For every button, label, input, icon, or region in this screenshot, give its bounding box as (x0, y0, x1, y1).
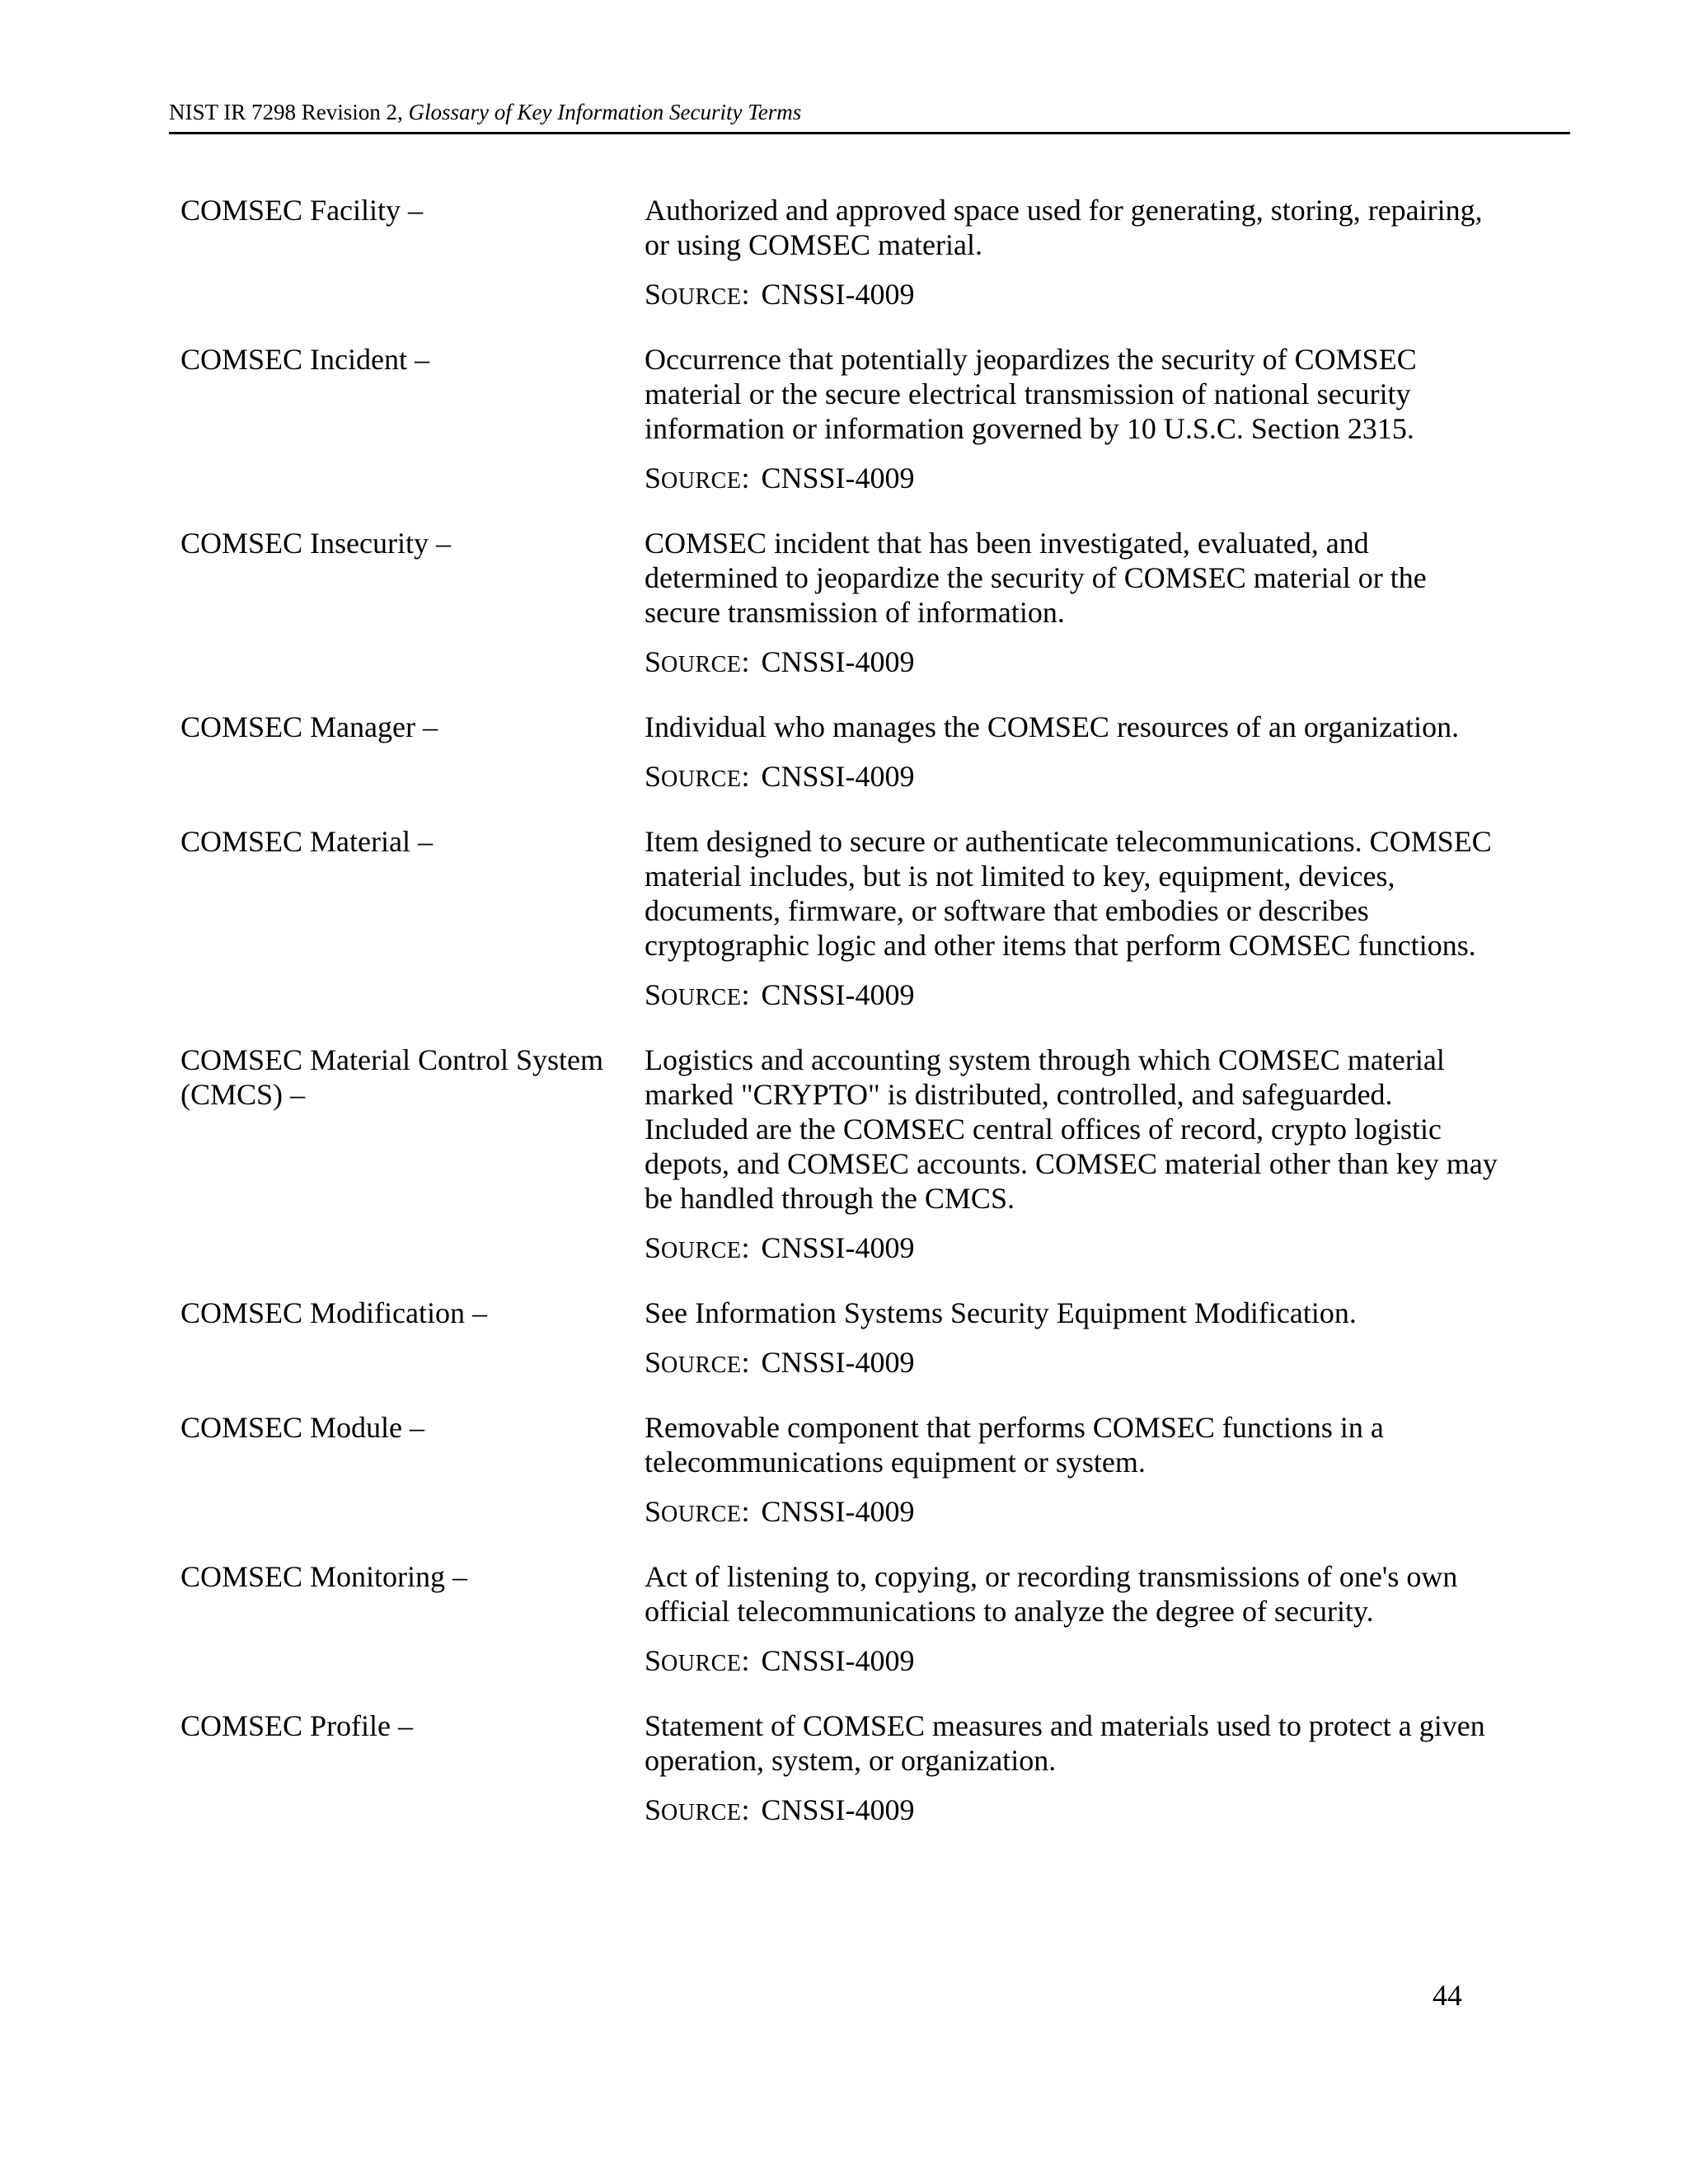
source-label-rest: OURCE (661, 1651, 742, 1676)
source-label-initial: S (645, 1495, 662, 1528)
source-line (645, 644, 1499, 682)
source-label-initial: S (645, 1644, 662, 1677)
source-line (645, 1494, 1499, 1532)
source-label-initial: S (645, 1346, 662, 1379)
glossary-entry (181, 1043, 1499, 1268)
glossary-definition: Individual who manages the COMSEC resources of an organization. (645, 710, 1460, 743)
source-label-initial: S (645, 462, 662, 494)
glossary-term: COMSEC Manager – (181, 710, 438, 743)
glossary-entry (181, 1559, 1499, 1681)
glossary-entry (181, 1410, 1499, 1532)
glossary-definition: See Information Systems Security Equipment Modification. (645, 1296, 1357, 1329)
source-label-initial: S (645, 1231, 662, 1264)
source-line (645, 977, 1499, 1015)
definition-column (645, 1410, 1499, 1532)
source-value: CNSSI-4009 (761, 278, 915, 311)
definition-column (645, 1559, 1499, 1681)
glossary-term: COMSEC Material Control System (CMCS) – (181, 1043, 603, 1111)
source-value: CNSSI-4009 (761, 1644, 915, 1677)
glossary-entry (181, 710, 1499, 797)
glossary-entry (181, 526, 1499, 682)
glossary-term: COMSEC Monitoring – (181, 1560, 468, 1593)
glossary-definition: Act of listening to, copying, or recording transmissions of one's own official telecommunications to analyze the degree of security. (645, 1560, 1458, 1628)
source-label-colon: : (741, 278, 750, 311)
source-value: CNSSI-4009 (761, 462, 915, 494)
glossary-entry (181, 342, 1499, 499)
source-label-rest: OURCE (661, 1352, 742, 1378)
source-label-colon: : (741, 462, 750, 494)
source-label-rest: OURCE (661, 468, 742, 494)
glossary-definition: Occurrence that potentially jeopardizes the security of COMSEC material or the secure electrical transmission of national security information or information governed by 10 U.S.C. Section 2315. (645, 343, 1417, 445)
glossary-entry (181, 193, 1499, 315)
glossary-term: COMSEC Module – (181, 1411, 425, 1444)
glossary-entry (181, 824, 1499, 1015)
source-value: CNSSI-4009 (761, 1231, 915, 1264)
source-label-rest: OURCE (661, 985, 742, 1010)
glossary-term: COMSEC Material – (181, 825, 433, 858)
definition-column (645, 193, 1499, 315)
source-value: CNSSI-4009 (761, 1495, 915, 1528)
source-line (645, 1643, 1499, 1681)
source-label-colon: : (741, 1346, 750, 1379)
source-value: CNSSI-4009 (761, 978, 915, 1011)
source-line (645, 1793, 1499, 1830)
glossary-term: COMSEC Facility – (181, 194, 424, 227)
header-document-id: NIST IR 7298 Revision 2, (169, 100, 409, 124)
source-label-rest: OURCE (661, 766, 742, 792)
source-label-rest: OURCE (661, 1800, 742, 1825)
definition-column (645, 824, 1499, 1015)
source-value: CNSSI-4009 (761, 760, 915, 793)
glossary-definition: Logistics and accounting system through which COMSEC material marked "CRYPTO" is distributed, controlled, and safeguarded. Included are the COMSEC central offices of record, crypto logistic depots, and COMSEC accounts. COMSEC material other than key may be handled through the CMCS. (645, 1043, 1498, 1215)
glossary-definition: Removable component that performs COMSEC functions in a telecommunications equipment or system. (645, 1411, 1384, 1479)
definition-column (645, 342, 1499, 499)
glossary-term: COMSEC Incident – (181, 343, 429, 376)
glossary-entries (181, 193, 1499, 1858)
running-header (169, 94, 1570, 134)
source-label-initial: S (645, 645, 662, 678)
source-label-rest: OURCE (661, 284, 742, 310)
glossary-term: COMSEC Insecurity – (181, 527, 451, 560)
source-value: CNSSI-4009 (761, 1793, 915, 1826)
source-label-rest: OURCE (661, 1502, 742, 1527)
glossary-entry (181, 1708, 1499, 1830)
header-document-title: Glossary of Key Information Security Terms (408, 100, 802, 124)
glossary-definition: Statement of COMSEC measures and materials used to protect a given operation, system, or organization. (645, 1709, 1485, 1777)
source-label-colon: : (741, 1231, 750, 1264)
source-line (645, 759, 1499, 797)
source-label-colon: : (741, 1793, 750, 1826)
source-label-rest: OURCE (661, 652, 742, 677)
definition-column (645, 1296, 1499, 1383)
glossary-definition: COMSEC incident that has been investigated, evaluated, and determined to jeopardize the security of COMSEC material or the secure transmission of information. (645, 527, 1427, 629)
source-line (645, 1230, 1499, 1268)
source-label-colon: : (741, 1644, 750, 1677)
source-line (645, 1345, 1499, 1383)
glossary-term: COMSEC Modification – (181, 1296, 488, 1329)
definition-column (645, 1043, 1499, 1268)
source-label-colon: : (741, 760, 750, 793)
page-number: 44 (1432, 1979, 1462, 2012)
source-label-initial: S (645, 760, 662, 793)
glossary-entry (181, 1296, 1499, 1383)
definition-column (645, 710, 1499, 797)
source-line (645, 277, 1499, 315)
source-label-initial: S (645, 278, 662, 311)
source-label-rest: OURCE (661, 1238, 742, 1263)
source-label-initial: S (645, 1793, 662, 1826)
source-line (645, 461, 1499, 499)
definition-column (645, 526, 1499, 682)
glossary-definition: Item designed to secure or authenticate telecommunications. COMSEC material includes, but is not limited to key, equipment, devices, documents, firmware, or software that embodies or describes cryptographic logic and other items that perform COMSEC functions. (645, 825, 1492, 962)
source-label-colon: : (741, 645, 750, 678)
source-label-colon: : (741, 978, 750, 1011)
source-value: CNSSI-4009 (761, 1346, 915, 1379)
glossary-term: COMSEC Profile – (181, 1709, 414, 1742)
definition-column (645, 1708, 1499, 1830)
source-value: CNSSI-4009 (761, 645, 915, 678)
glossary-definition: Authorized and approved space used for generating, storing, repairing, or using COMSEC material. (645, 194, 1483, 261)
source-label-colon: : (741, 1495, 750, 1528)
source-label-initial: S (645, 978, 662, 1011)
